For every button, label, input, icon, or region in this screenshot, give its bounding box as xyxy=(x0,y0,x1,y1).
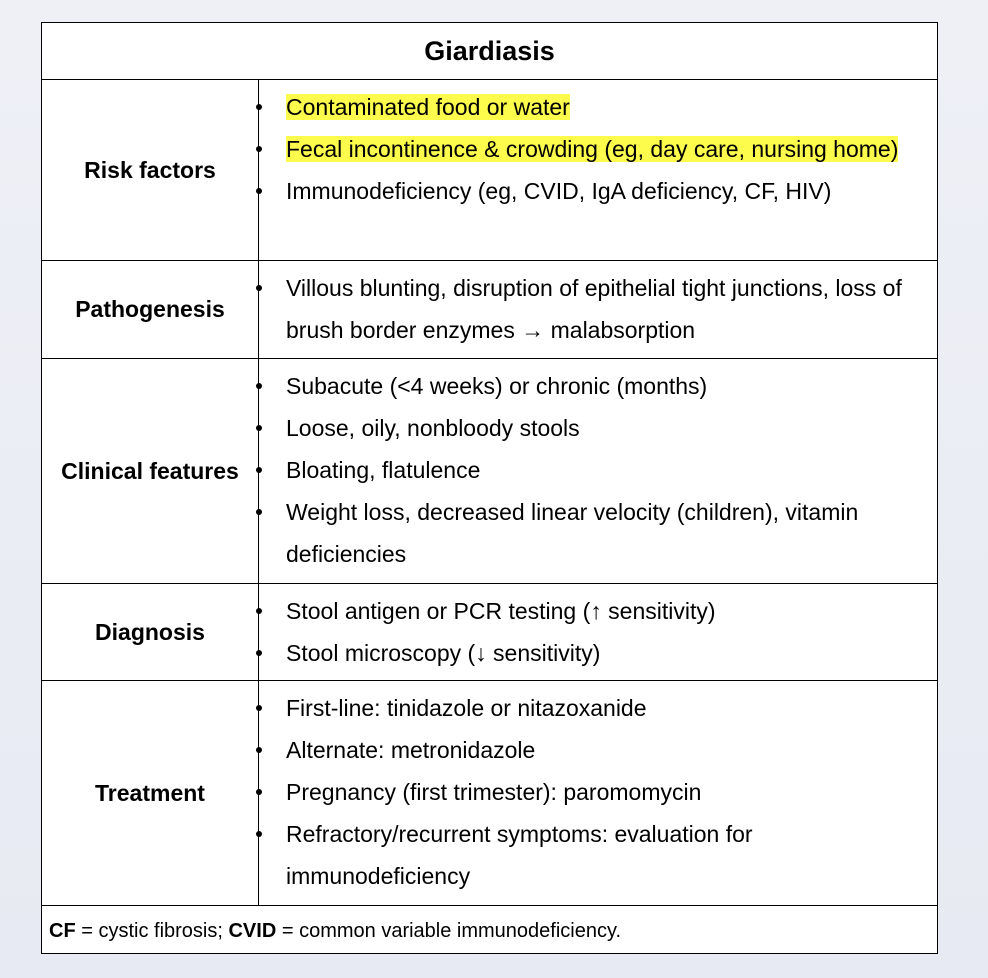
footnote-def-cf: = cystic fibrosis; xyxy=(75,919,229,942)
row-content xyxy=(259,681,937,905)
row-content xyxy=(259,80,937,260)
list-item: Stool antigen or PCR testing (↑ sensitivity) xyxy=(286,590,927,632)
row-content xyxy=(259,359,937,583)
row-clinical-features xyxy=(42,359,937,584)
row-content xyxy=(259,261,937,358)
row-label: Pathogenesis xyxy=(42,261,259,358)
list-item xyxy=(286,128,927,170)
list-item: Villous blunting, disruption of epithelial tight junctions, loss of brush border enzymes → malabsorption xyxy=(286,267,927,351)
list-item: Bloating, flatulence xyxy=(286,449,927,491)
row-treatment xyxy=(42,681,937,906)
list-item: Immunodeficiency (eg, CVID, IgA deficiency, CF, HIV) xyxy=(286,170,927,212)
list-item xyxy=(286,86,927,128)
row-label: Diagnosis xyxy=(42,584,259,680)
giardiasis-table xyxy=(41,22,938,954)
table-footnote xyxy=(42,906,937,956)
list-item: Pregnancy (first trimester): paromomycin xyxy=(286,771,927,813)
row-label: Risk factors xyxy=(42,80,259,260)
row-diagnosis xyxy=(42,584,937,681)
list-item: Alternate: metronidazole xyxy=(286,729,927,771)
row-content xyxy=(259,584,937,680)
table-title: Giardiasis xyxy=(42,23,937,80)
row-risk-factors xyxy=(42,80,937,261)
row-label: Treatment xyxy=(42,681,259,905)
footnote-abbr-cf: CF xyxy=(49,919,76,942)
row-pathogenesis xyxy=(42,261,937,359)
highlighted-text: Fecal incontinence & crowding (eg, day care, nursing home) xyxy=(286,136,899,162)
list-item: Refractory/recurrent symptoms: evaluation for immunodeficiency xyxy=(286,813,927,897)
highlighted-text: Contaminated food or water xyxy=(286,94,570,120)
list-item: Subacute (<4 weeks) or chronic (months) xyxy=(286,365,927,407)
list-item: First-line: tinidazole or nitazoxanide xyxy=(286,687,927,729)
footnote-abbr-cvid: CVID xyxy=(228,919,277,942)
list-item: Stool microscopy (↓ sensitivity) xyxy=(286,632,927,674)
list-item: Weight loss, decreased linear velocity (children), vitamin deficiencies xyxy=(286,491,927,575)
row-label: Clinical features xyxy=(42,359,259,583)
footnote-def-cvid: = common variable immunodeficiency. xyxy=(276,919,622,942)
list-item: Loose, oily, nonbloody stools xyxy=(286,407,927,449)
